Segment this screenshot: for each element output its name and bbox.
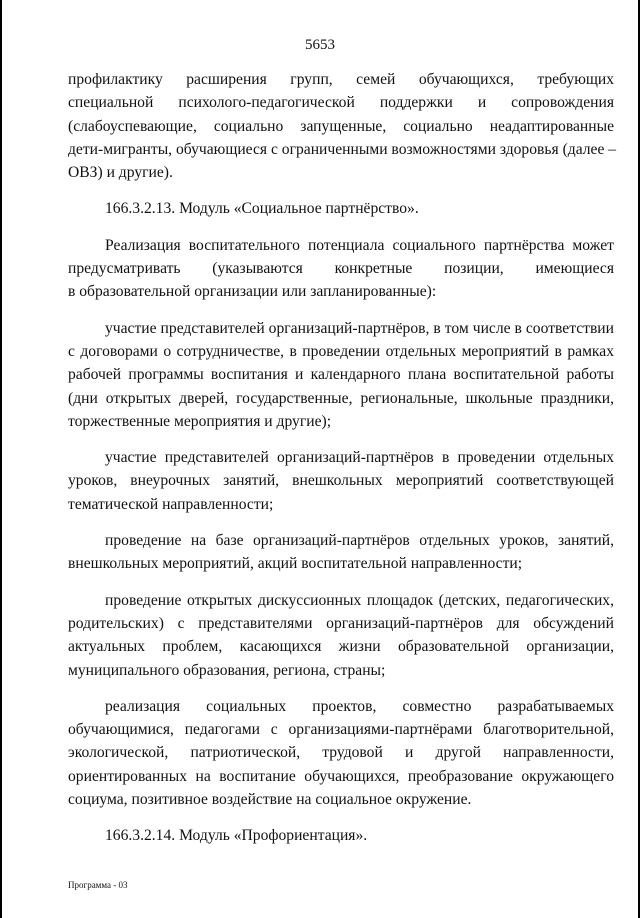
list-item-partner-participation-events [68,317,614,433]
text-line: торжественные мероприятия и другие); [68,412,332,430]
text-line: в образовательной организации или запланированные): [68,283,437,301]
text-line: муниципального образования, региона, страны; [68,661,386,679]
text-line: обучающимися, педагогами с организациями-партнёрами благотворительной, [68,721,614,739]
text-line: (дни открытых дверей, государственные, региональные, школьные праздники, [68,389,614,407]
section-heading-career-guidance [68,824,614,847]
text-line: (слабоуспевающие, социально запущенные, социально неадаптированные [68,117,614,135]
list-item-partner-participation-lessons [68,446,614,516]
text-line: родительских) с представителями организаций-партнёров для обсуждений [68,614,614,632]
text-line: проведение открытых дискуссионных площадок (детских, педагогических, [105,591,614,609]
text-line: тематической направленности; [68,495,274,513]
text-line: участие представителей организаций-партнёров в проведении отдельных [105,449,614,467]
text-line: актуальных проблем, касающихся жизни образовательной организации, [68,638,614,656]
text-line: специальной психолого-педагогической поддержки и сопровождения [68,94,614,112]
paragraph-partnership-potential [68,234,614,304]
page-number: 5653 [305,37,335,53]
paragraph-vulnerable-groups [68,68,617,184]
list-item-social-projects [68,695,614,811]
text-line: реализация социальных проектов, совместно разрабатываемых [105,697,614,715]
text-line: предусматривать (указываются конкретные позиции, имеющиеся [68,260,614,278]
text-line: проведение на базе организаций-партнёров отдельных уроков, занятий, [105,532,614,550]
text-line: экологической, патриотической, трудовой и другой направленности, [68,744,614,762]
body-text [68,68,617,848]
text-line: участие представителей организаций-партнёров, в том числе в соответствии [105,319,614,337]
text-line: 166.3.2.14. Модуль «Профориентация». [105,827,368,845]
list-item-partner-venues [68,529,614,576]
text-line: ориентированных на воспитание обучающихся, преобразование окружающего [68,767,614,785]
text-line: Реализация воспитательного потенциала социального партнёрства может [105,236,614,254]
text-line: рабочей программы воспитания и календарного плана воспитательной работы [68,366,614,384]
text-line: внешкольных мероприятий, акций воспитательной направленности; [68,555,523,573]
text-line: дети-мигранты, обучающиеся с ограниченными возможностями здоровья (далее – [68,140,617,158]
section-heading-social-partnership [68,197,614,220]
text-line: 166.3.2.13. Модуль «Социальное партнёрство». [105,200,419,218]
text-line: ОВЗ) и другие). [68,164,173,182]
footer-note: Программа - 03 [68,880,128,890]
list-item-discussion-platforms [68,589,614,682]
text-line: социума, позитивное воздействие на социальное окружение. [68,791,472,809]
text-line: уроков, внеурочных занятий, внешкольных мероприятий соответствующей [68,472,614,490]
text-line: профилактику расширения групп, семей обучающихся, требующих [68,71,614,88]
text-line: с договорами о сотрудничестве, в проведении отдельных мероприятий в рамках [68,342,614,360]
